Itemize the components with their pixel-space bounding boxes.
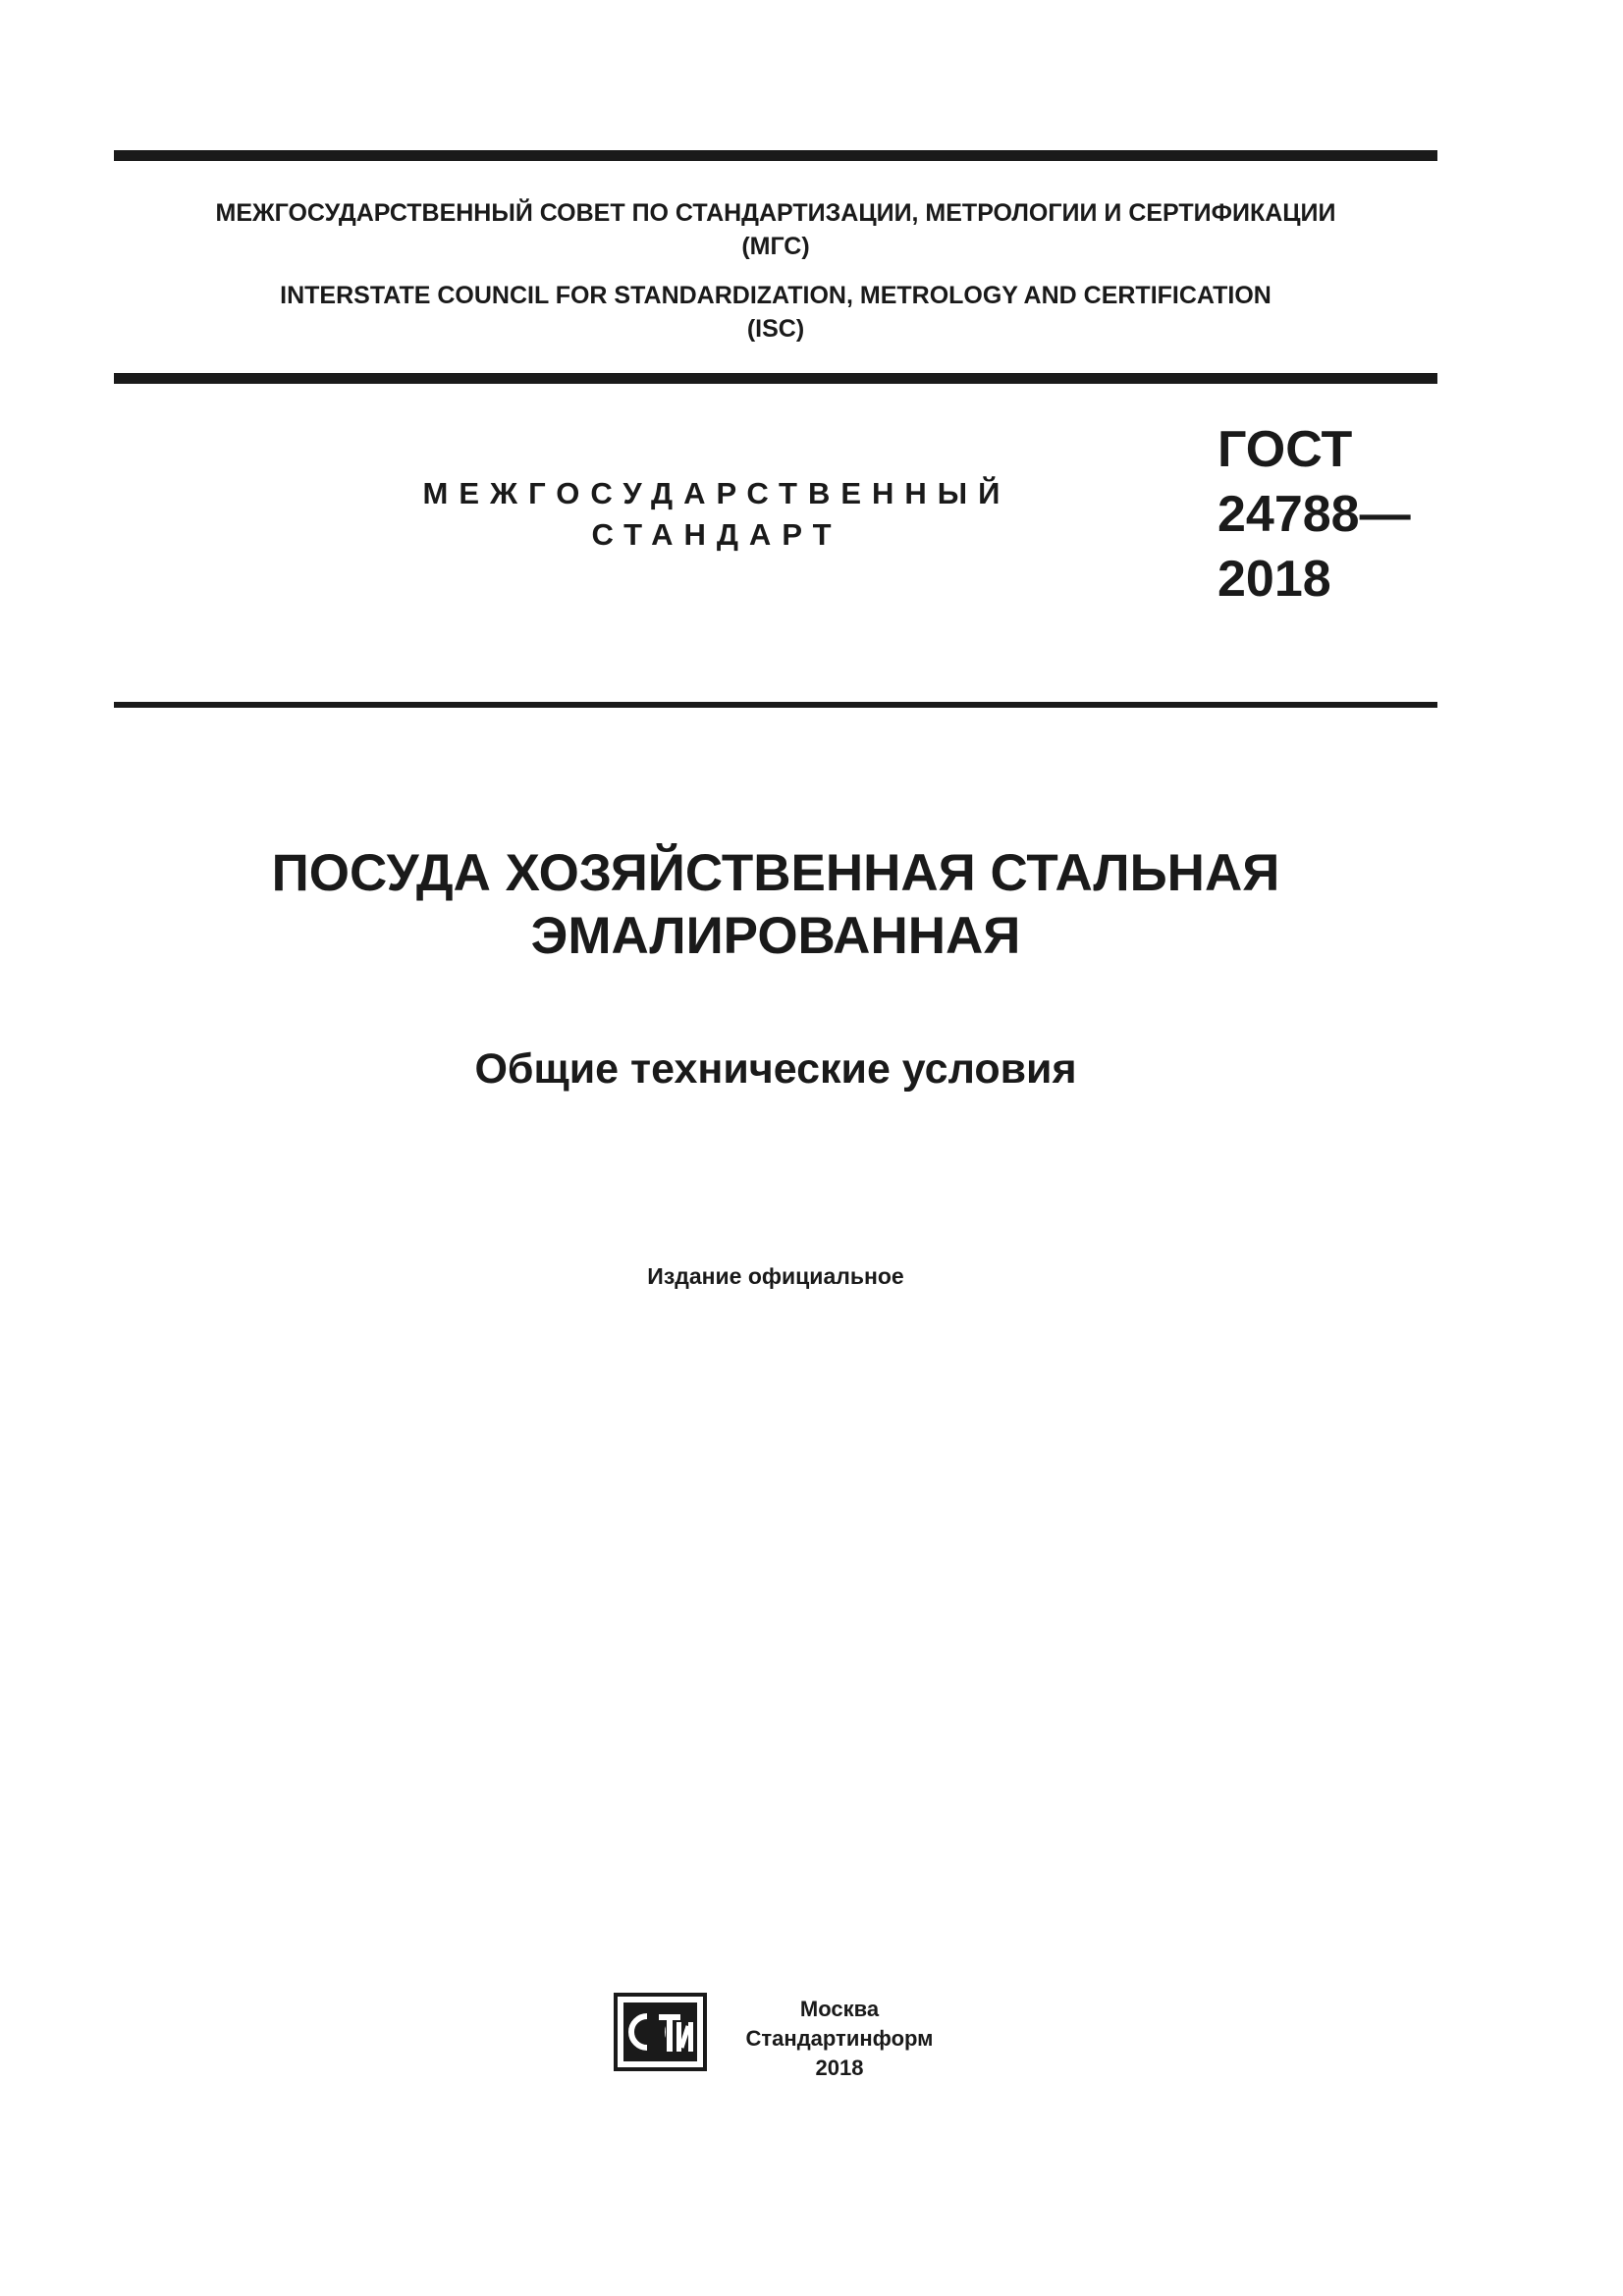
top-divider — [114, 150, 1437, 161]
gost-code: 24788— — [1217, 486, 1411, 543]
gost-year: 2018 — [1217, 551, 1331, 608]
publisher-name: Стандартинформ — [745, 2026, 934, 2051]
standartinform-logo-icon — [614, 1993, 707, 2071]
council-name-en — [114, 279, 1437, 346]
council-name-ru — [114, 196, 1437, 263]
document-title-line1: ПОСУДА ХОЗЯЙСТВЕННАЯ СТАЛЬНАЯ — [271, 844, 1280, 902]
publisher-block — [731, 1995, 947, 2083]
council-abbr-en: (ISC) — [746, 315, 805, 343]
standard-type-line2: СТАНДАРТ — [591, 517, 842, 552]
standard-type-label — [295, 473, 1139, 556]
standard-type-line1: МЕЖГОСУДАРСТВЕННЫЙ — [422, 476, 1011, 510]
publisher-city: Москва — [799, 1997, 880, 2021]
publisher-year: 2018 — [815, 2056, 864, 2080]
document-title — [114, 842, 1437, 968]
edition-label: Издание официальное — [647, 1263, 904, 1289]
council-name-ru-line1: МЕЖГОСУДАРСТВЕННЫЙ СОВЕТ ПО СТАНДАРТИЗАЦИИ, МЕТРОЛОГИИ И СЕРТИФИКАЦИИ — [215, 199, 1336, 227]
middle-divider — [114, 373, 1437, 384]
council-abbr-ru: (МГС) — [741, 233, 810, 260]
document-subtitle: Общие технические условия — [474, 1045, 1077, 1093]
council-name-en-line1: INTERSTATE COUNCIL FOR STANDARDIZATION, METROLOGY AND CERTIFICATION — [280, 282, 1271, 309]
gost-number — [1217, 417, 1411, 612]
gost-prefix: ГОСТ — [1217, 421, 1353, 478]
document-title-line2: ЭМАЛИРОВАННАЯ — [530, 907, 1021, 965]
lower-divider — [114, 702, 1437, 708]
